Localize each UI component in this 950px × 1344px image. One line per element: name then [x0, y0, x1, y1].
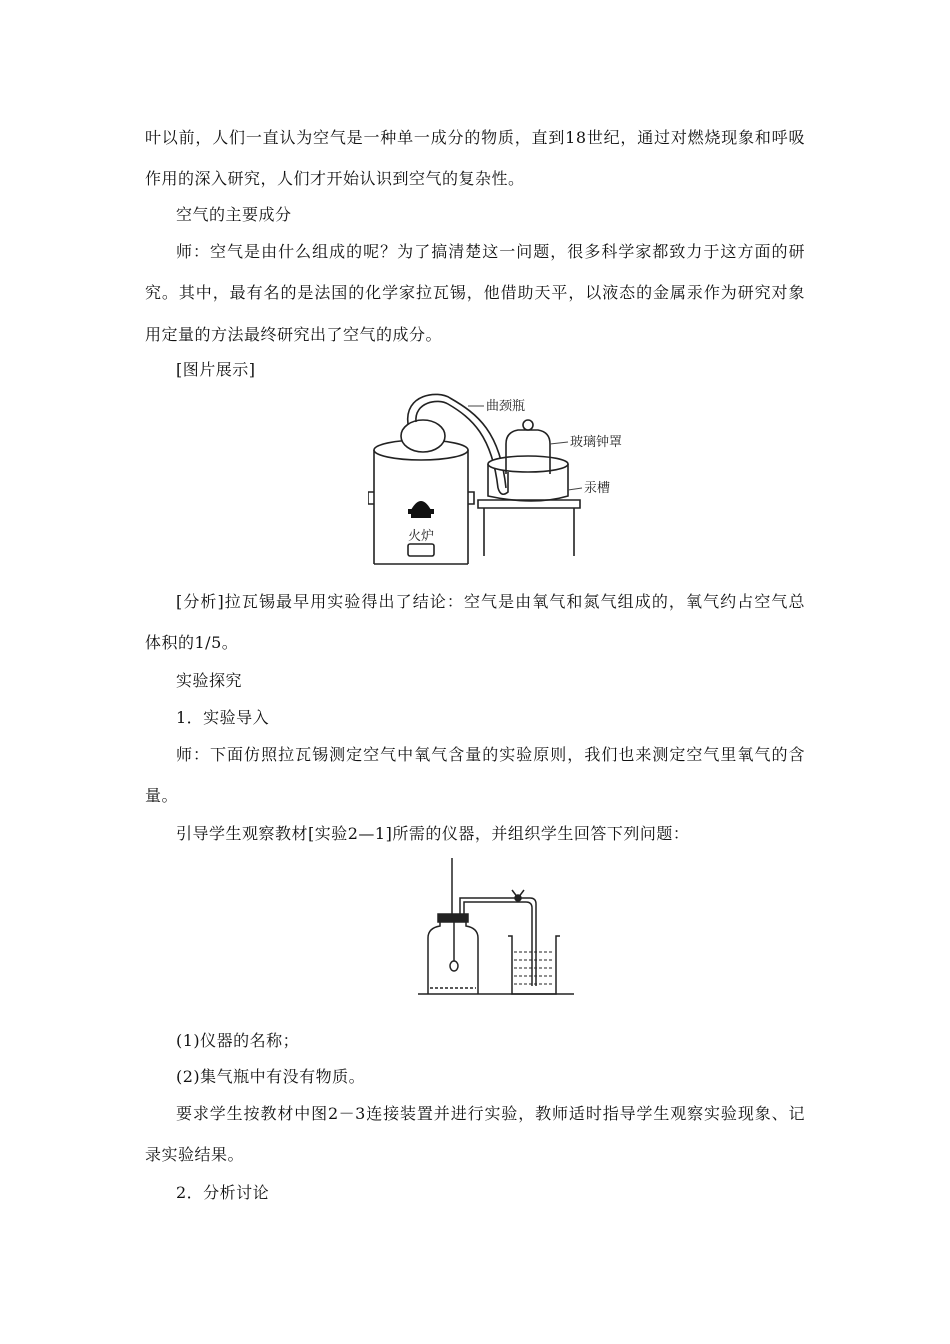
trough-label: 汞槽 [584, 481, 611, 496]
question-item: (2)集气瓶中有没有物质。 [176, 1067, 366, 1086]
bell-jar-label: 玻璃钟罩 [570, 435, 623, 450]
section-heading: 实验探究 [176, 671, 243, 690]
paragraph-line: 究。其中，最有名的是法国的化学家拉瓦锡，他借助天平，以液态的金属汞作为研究对象 [145, 283, 805, 302]
paragraph-line: 叶以前，人们一直认为空气是一种单一成分的物质，直到18世纪，通过对燃烧现象和呼吸 [145, 128, 805, 147]
paragraph-line: 师：空气是由什么组成的呢？为了搞清楚这一问题，很多科学家都致力于这方面的研 [176, 242, 805, 261]
paragraph-line: 作用的深入研究，人们才开始认识到空气的复杂性。 [145, 169, 525, 188]
lavoisier-apparatus-figure [368, 392, 638, 572]
section-heading: 1．实验导入 [176, 708, 270, 727]
furnace-label: 火炉 [407, 529, 435, 544]
picture-show-label: [图片展示] [176, 360, 256, 379]
paragraph-line: 引导学生观察教材[实验2—1]所需的仪器，并组织学生回答下列问题： [176, 824, 690, 843]
section-heading: 2．分析讨论 [176, 1183, 270, 1202]
section-heading: 空气的主要成分 [176, 205, 292, 224]
oxygen-measurement-apparatus-figure [418, 858, 578, 998]
paragraph-line: 体积的1/5。 [145, 633, 239, 652]
question-item: (1)仪器的名称； [176, 1031, 300, 1050]
paragraph-line: 要求学生按教材中图2－3连接装置并进行实验，教师适时指导学生观察实验现象、记 [176, 1104, 805, 1123]
retort-label: 曲颈瓶 [486, 399, 526, 414]
paragraph-line: [分析]拉瓦锡最早用实验得出了结论：空气是由氧气和氮气组成的，氧气约占空气总 [176, 592, 805, 611]
paragraph-line: 用定量的方法最终研究出了空气的成分。 [145, 325, 443, 344]
paragraph-line: 录实验结果。 [145, 1145, 245, 1164]
paragraph-line: 师：下面仿照拉瓦锡测定空气中氧气含量的实验原则，我们也来测定空气里氧气的含 [176, 745, 805, 764]
paragraph-line: 量。 [145, 786, 179, 805]
